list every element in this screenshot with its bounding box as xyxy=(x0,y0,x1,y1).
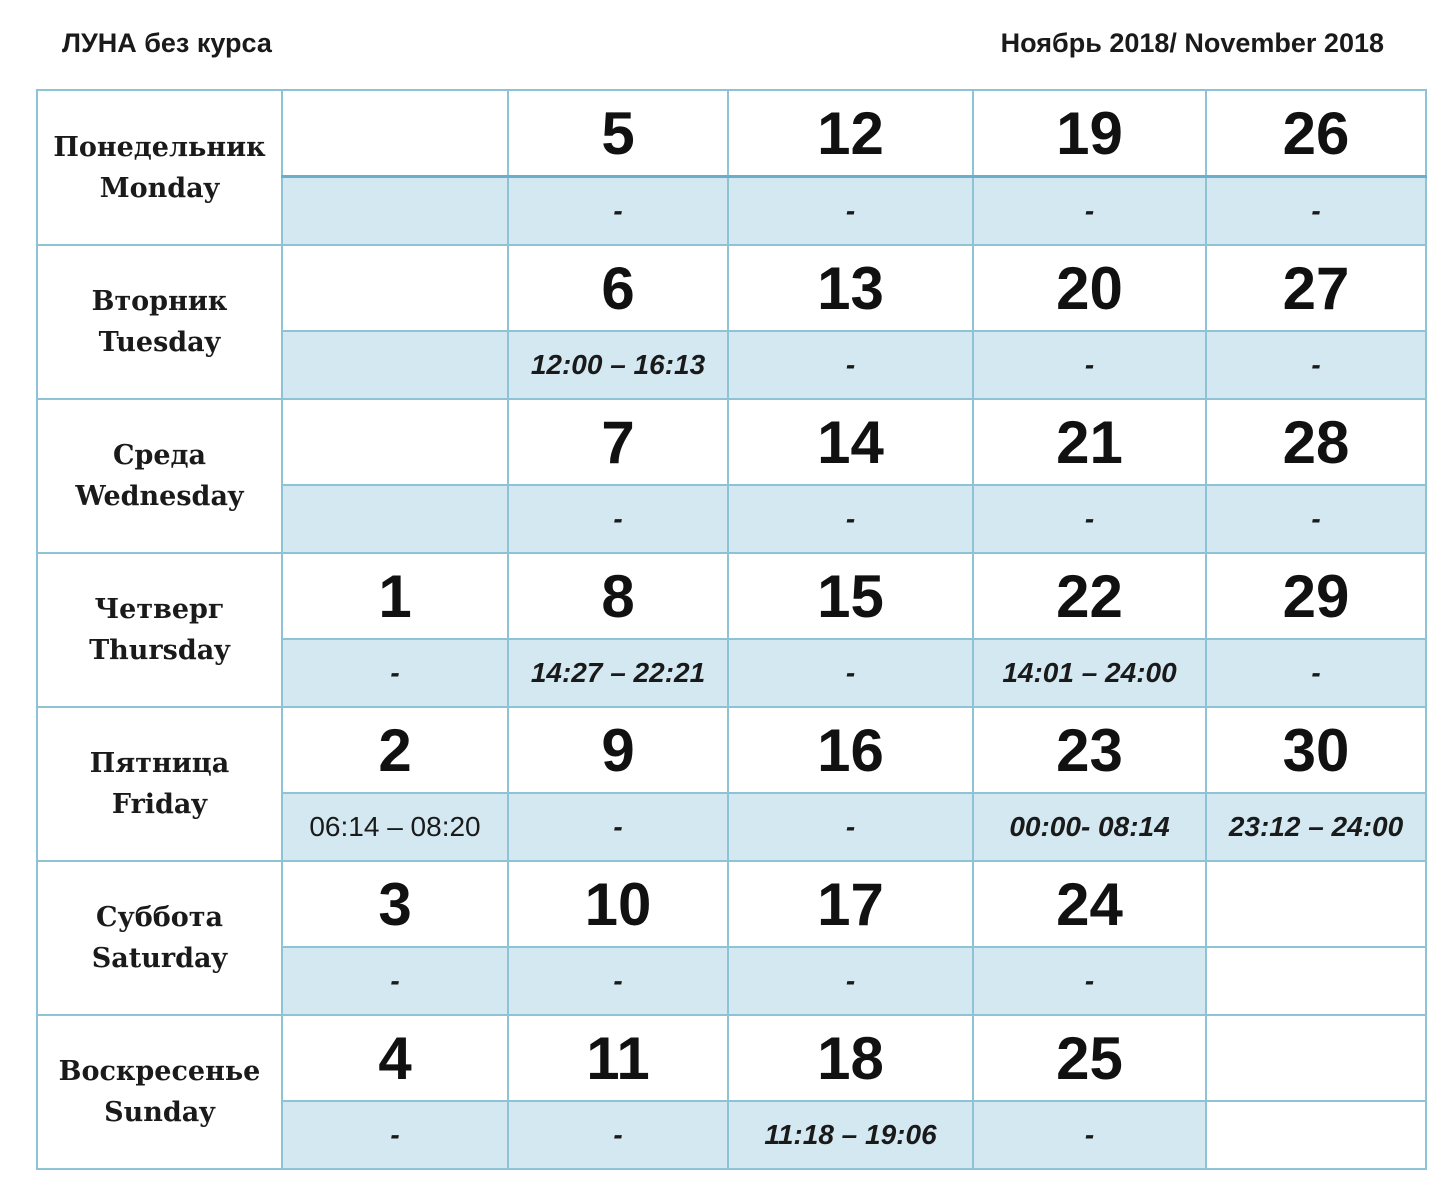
week-row-monday-dates xyxy=(37,90,1426,177)
date-cell: 23 xyxy=(973,707,1206,793)
no-void-cell: - xyxy=(1206,177,1426,246)
day-name-ru: Воскресенье xyxy=(58,1056,261,1087)
day-name-ru: Среда xyxy=(112,440,207,471)
day-name-ru: Вторник xyxy=(91,286,228,317)
week-row-wednesday-dates xyxy=(37,399,1426,485)
calendar-body xyxy=(37,90,1426,1169)
day-name-en: Monday xyxy=(99,172,220,204)
date-cell: 1 xyxy=(282,553,508,639)
date-cell: 9 xyxy=(508,707,728,793)
date-cell: 8 xyxy=(508,553,728,639)
void-time-cell xyxy=(282,177,508,246)
void-time-cell: 23:12 – 24:00 xyxy=(1206,793,1426,861)
void-time-cell: 12:00 – 16:13 xyxy=(508,331,728,399)
no-void-cell: - xyxy=(282,639,508,707)
date-cell: 26 xyxy=(1206,90,1426,177)
day-label-monday xyxy=(37,90,282,245)
date-cell: 30 xyxy=(1206,707,1426,793)
calendar-title: ЛУНА без курса xyxy=(62,28,272,58)
no-void-cell: - xyxy=(728,485,973,553)
no-void-cell: - xyxy=(728,177,973,246)
no-void-cell: - xyxy=(282,1101,508,1169)
date-cell: 4 xyxy=(282,1015,508,1101)
date-cell: 7 xyxy=(508,399,728,485)
day-name-en: Saturday xyxy=(91,943,228,974)
day-name-ru: Пятница xyxy=(89,748,230,779)
month-label: Ноябрь 2018/ November 2018 xyxy=(1000,28,1384,58)
date-cell xyxy=(282,245,508,331)
void-time-cell xyxy=(282,331,508,399)
void-time-cell: 11:18 – 19:06 xyxy=(728,1101,973,1169)
date-cell: 14 xyxy=(728,399,973,485)
day-name-en: Thursday xyxy=(89,635,230,666)
date-cell: 24 xyxy=(973,861,1206,947)
date-cell: 25 xyxy=(973,1015,1206,1101)
date-cell: 21 xyxy=(973,399,1206,485)
no-void-cell: - xyxy=(508,177,728,246)
date-cell xyxy=(282,90,508,177)
moon-void-calendar-table xyxy=(36,89,1427,1170)
date-cell: 16 xyxy=(728,707,973,793)
day-name-ru: Четверг xyxy=(94,594,225,625)
date-cell: 22 xyxy=(973,553,1206,639)
date-cell: 17 xyxy=(728,861,973,947)
date-cell: 2 xyxy=(282,707,508,793)
no-void-cell: - xyxy=(1206,331,1426,399)
day-label-friday xyxy=(37,707,282,861)
void-time-cell: 14:01 – 24:00 xyxy=(973,639,1206,707)
day-name-ru: Понедельник xyxy=(53,131,266,163)
void-time-cell xyxy=(282,485,508,553)
date-cell: 5 xyxy=(508,90,728,177)
date-cell: 28 xyxy=(1206,399,1426,485)
no-void-cell: - xyxy=(508,485,728,553)
date-cell: 20 xyxy=(973,245,1206,331)
day-label-wednesday xyxy=(37,399,282,553)
day-label-tuesday xyxy=(37,245,282,399)
no-void-cell: - xyxy=(973,177,1206,246)
date-cell xyxy=(1206,1015,1426,1101)
week-row-saturday-dates xyxy=(37,861,1426,947)
date-cell: 11 xyxy=(508,1015,728,1101)
day-label-sunday xyxy=(37,1015,282,1169)
no-void-cell: - xyxy=(508,1101,728,1169)
date-cell xyxy=(1206,861,1426,947)
date-cell: 15 xyxy=(728,553,973,639)
week-row-friday-dates xyxy=(37,707,1426,793)
no-void-cell: - xyxy=(728,639,973,707)
date-cell: 3 xyxy=(282,861,508,947)
void-time-cell: 00:00- 08:14 xyxy=(973,793,1206,861)
no-void-cell: - xyxy=(508,947,728,1015)
no-void-cell: - xyxy=(728,793,973,861)
no-void-cell: - xyxy=(508,793,728,861)
void-time-cell xyxy=(1206,947,1426,1015)
no-void-cell: - xyxy=(1206,639,1426,707)
date-cell: 13 xyxy=(728,245,973,331)
void-time-cell: 06:14 – 08:20 xyxy=(282,793,508,861)
date-cell xyxy=(282,399,508,485)
no-void-cell: - xyxy=(973,947,1206,1015)
week-row-sunday-dates xyxy=(37,1015,1426,1101)
void-time-cell: 14:27 – 22:21 xyxy=(508,639,728,707)
date-cell: 27 xyxy=(1206,245,1426,331)
day-name-en: Wednesday xyxy=(75,481,244,512)
date-cell: 19 xyxy=(973,90,1206,177)
date-cell: 29 xyxy=(1206,553,1426,639)
date-cell: 18 xyxy=(728,1015,973,1101)
no-void-cell: - xyxy=(973,1101,1206,1169)
day-label-saturday xyxy=(37,861,282,1015)
day-name-en: Sunday xyxy=(104,1097,215,1128)
no-void-cell: - xyxy=(728,947,973,1015)
date-cell: 12 xyxy=(728,90,973,177)
no-void-cell: - xyxy=(973,485,1206,553)
day-name-en: Friday xyxy=(111,789,208,820)
no-void-cell: - xyxy=(728,331,973,399)
week-row-tuesday-dates xyxy=(37,245,1426,331)
week-row-thursday-dates xyxy=(37,553,1426,639)
no-void-cell: - xyxy=(973,331,1206,399)
day-name-en: Tuesday xyxy=(98,327,221,358)
void-time-cell xyxy=(1206,1101,1426,1169)
day-label-thursday xyxy=(37,553,282,707)
no-void-cell: - xyxy=(282,947,508,1015)
date-cell: 10 xyxy=(508,861,728,947)
day-name-ru: Суббота xyxy=(95,902,224,933)
date-cell: 6 xyxy=(508,245,728,331)
no-void-cell: - xyxy=(1206,485,1426,553)
